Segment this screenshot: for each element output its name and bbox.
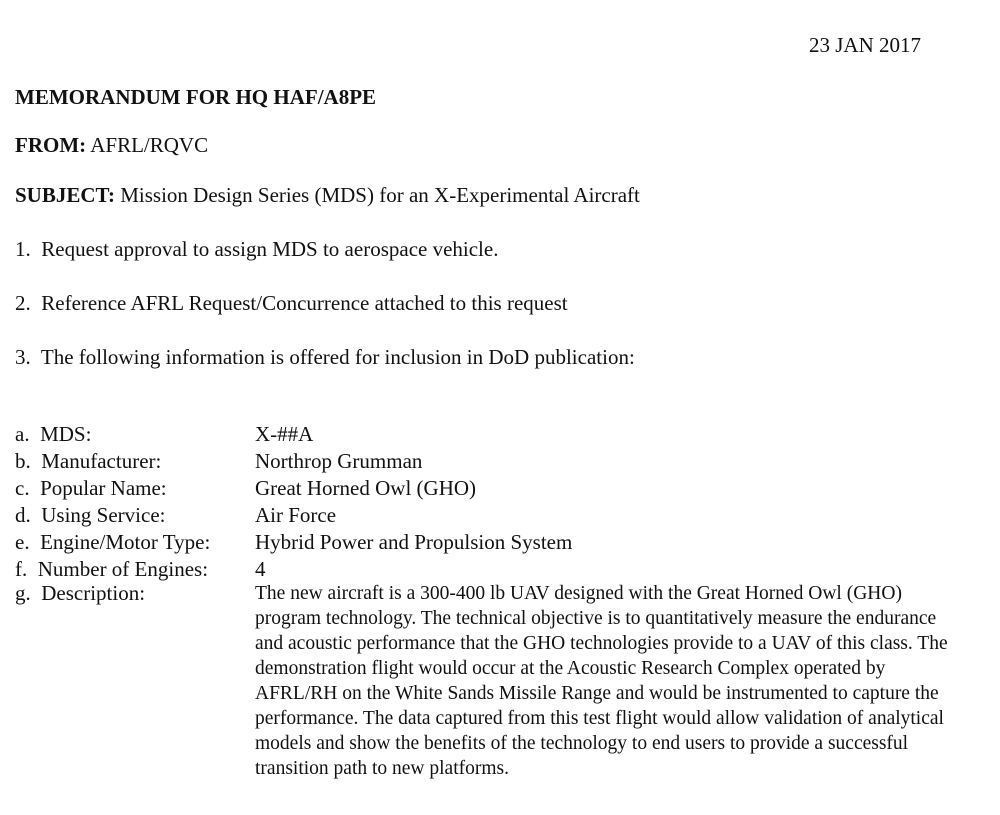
description-text: The new aircraft is a 300-400 lb UAV designed with the Great Horned Owl (GHO) program technology. The technical objective is to quantitatively measure the endurance and acoustic performance that the GHO technologies provide to a UAV of this class. The demonstration flight would occur at the Acoustic Research Complex operated by AFRL/RH on the White Sands Missile Range and would be instrumented to capture the performance. The data captured from this test flight would allow validation of analytical models and show the benefits of the technology to end users to provide a successful transition path to new platforms. xyxy=(255,583,948,779)
info-key: g. Description: xyxy=(15,581,146,605)
info-row-engine-type xyxy=(15,529,965,556)
info-key: c. Popular Name: xyxy=(15,476,167,500)
info-value: Air Force xyxy=(255,503,337,527)
info-value: X-##A xyxy=(255,422,314,446)
subject-line xyxy=(15,183,640,208)
info-value: Northrop Grumman xyxy=(255,449,423,473)
info-key: d. Using Service: xyxy=(15,503,166,527)
aircraft-info-table xyxy=(15,421,965,781)
memorandum-for: MEMORANDUM FOR HQ HAF/A8PE xyxy=(15,85,377,109)
info-row-number-of-engines xyxy=(15,556,965,583)
info-row-mds xyxy=(15,421,965,448)
info-key: f. Number of Engines: xyxy=(15,557,209,581)
info-row-using-service xyxy=(15,502,965,529)
subject-value: Mission Design Series (MDS) for an X-Experimental Aircraft xyxy=(120,183,640,207)
paragraph-1: 1. Request approval to assign MDS to aerospace vehicle. xyxy=(15,237,499,261)
info-row-popular-name xyxy=(15,475,965,502)
info-row-description xyxy=(15,581,965,781)
from-line xyxy=(15,133,208,158)
info-value: 4 xyxy=(255,557,266,581)
subject-label: SUBJECT: xyxy=(15,183,115,207)
info-key: a. MDS: xyxy=(15,422,92,446)
info-key: b. Manufacturer: xyxy=(15,449,162,473)
info-value: Hybrid Power and Propulsion System xyxy=(255,530,573,554)
paragraph-3: 3. The following information is offered for inclusion in DoD publication: xyxy=(15,345,635,369)
from-label: FROM: xyxy=(15,133,87,157)
memo-date: 23 JAN 2017 xyxy=(809,33,922,57)
info-key: e. Engine/Motor Type: xyxy=(15,530,211,554)
from-value: AFRL/RQVC xyxy=(90,133,209,157)
info-row-manufacturer xyxy=(15,448,965,475)
info-value: Great Horned Owl (GHO) xyxy=(255,476,477,500)
paragraph-2: 2. Reference AFRL Request/Concurrence attached to this request xyxy=(15,291,568,315)
